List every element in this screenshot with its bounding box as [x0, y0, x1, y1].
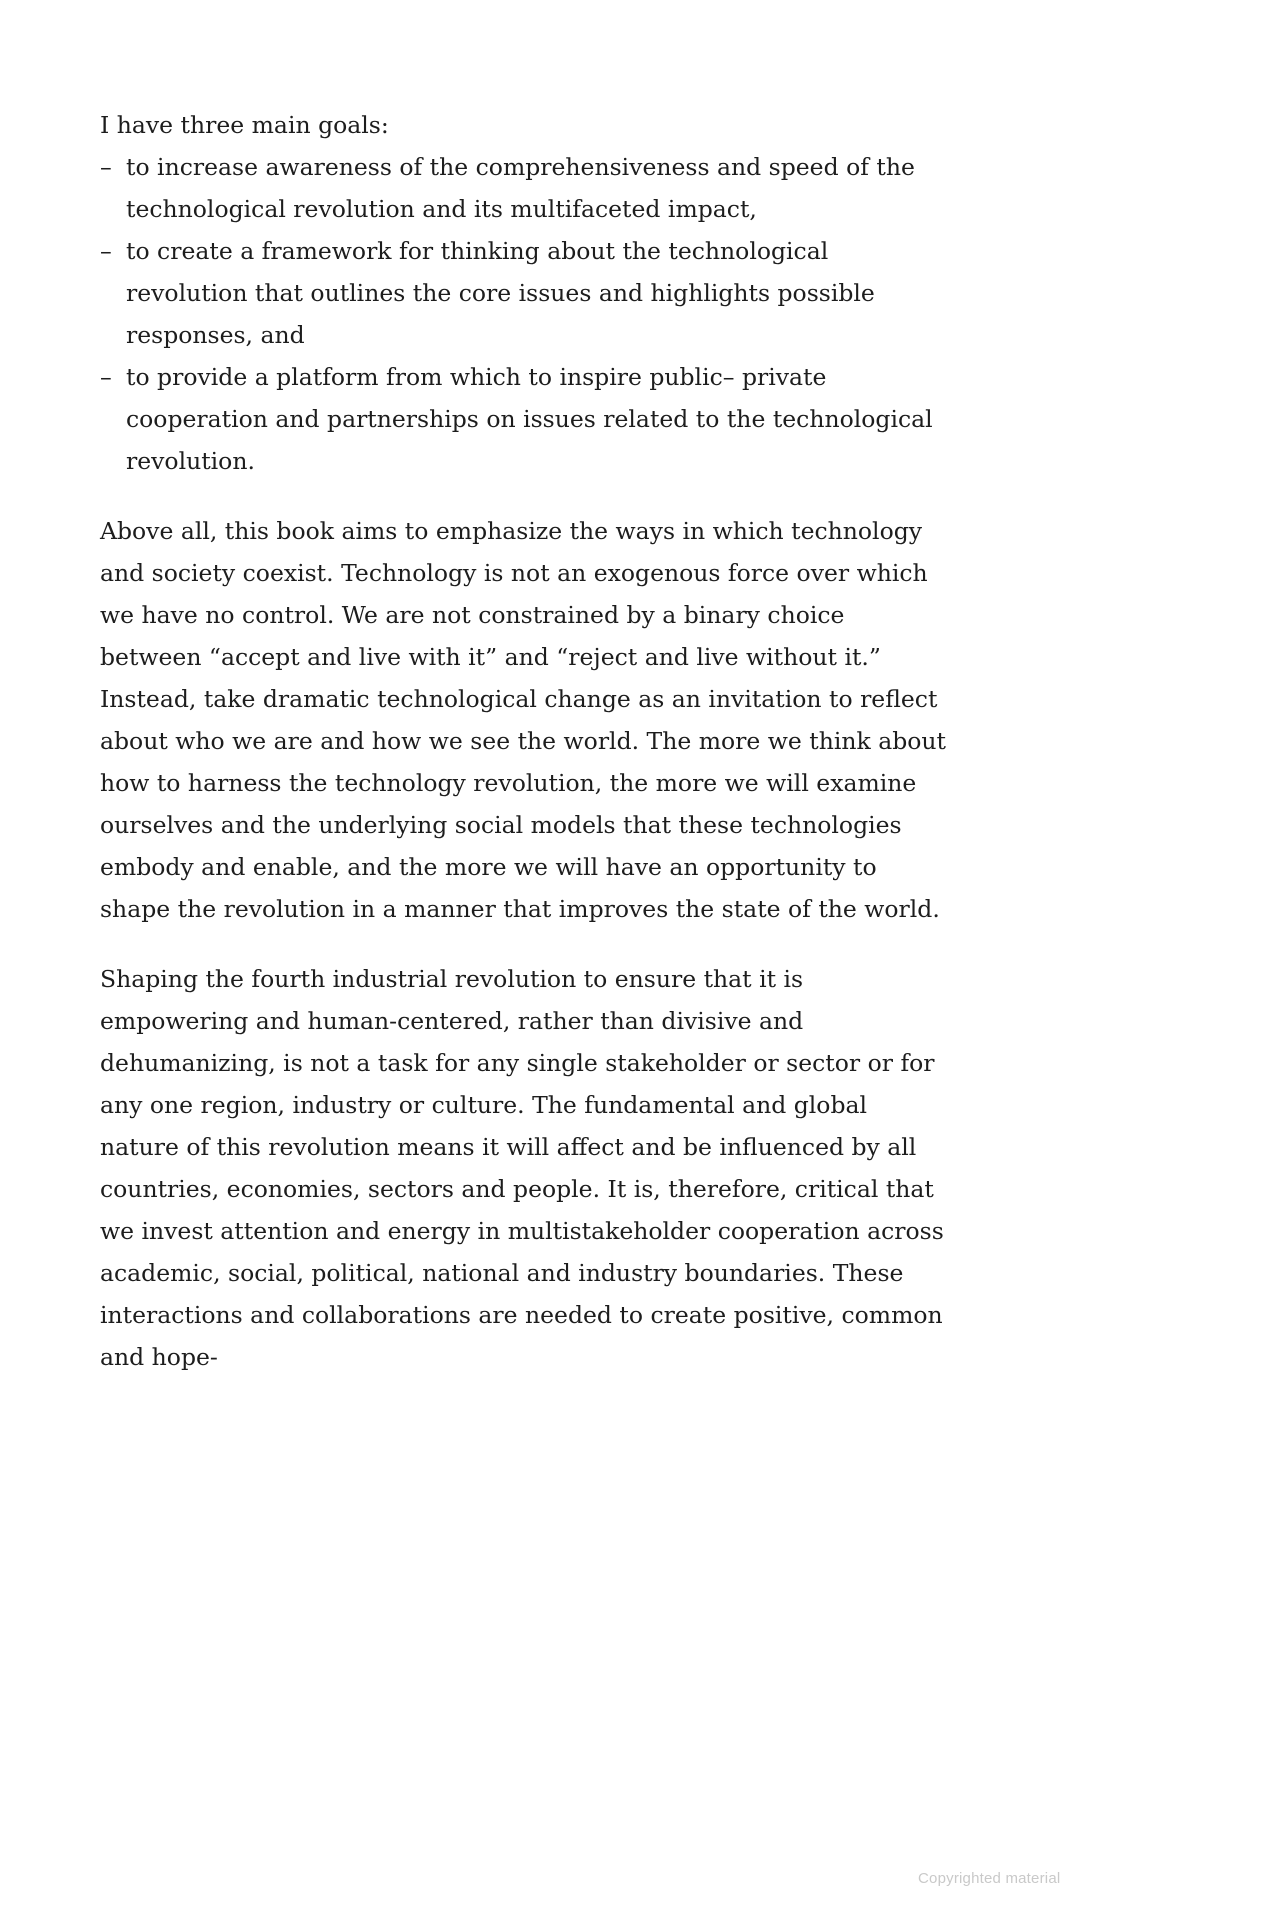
goal-text: to provide a platform from which to inspire public– private cooperation and partnerships on issues related to the technological revolution.: [126, 363, 933, 475]
goal-text: to increase awareness of the comprehensiveness and speed of the technological revolution and its multifaceted impact,: [126, 153, 915, 223]
page-text: [100, 104, 950, 1378]
dash-bullet: –: [100, 153, 112, 181]
goals-list: [100, 146, 950, 482]
goal-item: [100, 356, 950, 482]
goal-text: to create a framework for thinking about the technological revolution that outlines the core issues and highlights possible responses, and: [126, 237, 875, 349]
goal-item: [100, 230, 950, 356]
goals-intro: I have three main goals:: [100, 111, 389, 139]
goal-item: [100, 146, 950, 230]
dash-bullet: –: [100, 237, 112, 265]
dash-bullet: –: [100, 363, 112, 391]
paragraph: Shaping the fourth industrial revolution to ensure that it is empowering and human-centered, rather than divisive and dehumanizing, is not a task for any single stakeholder or sector or for any one region, industry or culture. The fundamental and global nature of this revolution means it will affect and be influenced by all countries, economies, sectors and people. It is, therefore, critical that we invest attention and energy in multistakeholder cooperation across academic, social, political, national and industry boundaries. These interactions and collaborations are needed to create positive, common and hope-: [100, 965, 944, 1371]
paragraph: Above all, this book aims to emphasize the ways in which technology and society coexist. Technology is not an exogenous force over which we have no control. We are not constrained by a binary choice between “accept and live with it” and “reject and live without it.” Instead, take dramatic technological change as an invitation to reflect about who we are and how we see the world. The more we think about how to harness the technology revolution, the more we will examine ourselves and the underlying social models that these technologies embody and enable, and the more we will have an opportunity to shape the revolution in a manner that improves the state of the world.: [100, 517, 946, 923]
copyright-watermark: Copyrighted material: [918, 1870, 1061, 1887]
